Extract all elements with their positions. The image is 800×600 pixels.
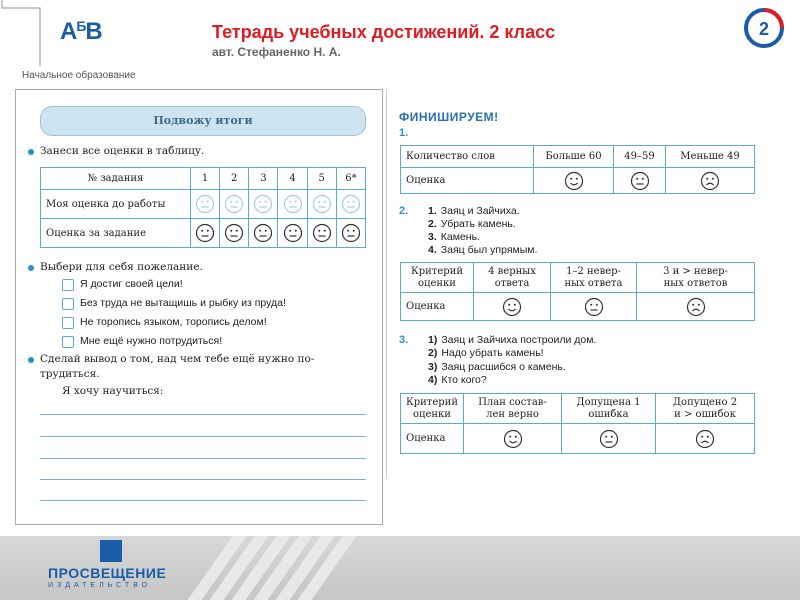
happy-face-icon: [474, 293, 551, 321]
bullet-icon: [28, 149, 34, 155]
scores-table: [40, 167, 366, 248]
task-1-table: [400, 145, 755, 194]
happy-face-icon: [464, 424, 562, 454]
page-title: Тетрадь учебных достижений. 2 класс: [212, 22, 556, 42]
sad-face-icon: [666, 168, 755, 194]
self-grade-cell-5[interactable]: [307, 190, 336, 219]
list-item: 2. Убрать камень.: [428, 218, 516, 230]
learn-prompt: Я хочу научиться:: [62, 385, 164, 397]
finish-title: ФИНИШИРУЕМ!: [399, 110, 499, 124]
criterion-3-plus-wrong: 3 и > невер- ных ответов: [637, 263, 755, 293]
list-item: 2) Надо убрать камень!: [428, 347, 544, 359]
task-grade-cell-4[interactable]: [278, 219, 307, 248]
word-count-header: Количество слов: [401, 146, 534, 168]
task-3-number: 3.: [399, 334, 409, 346]
bullet-icon: [28, 357, 34, 363]
task-col-6: 6*: [336, 168, 365, 190]
task-2-table: [400, 262, 755, 321]
criteria-header: Критерий оценки: [401, 263, 474, 293]
criterion-plan-correct: План состав- лен верно: [464, 394, 562, 424]
neutral-face-icon: [614, 168, 666, 194]
author-line: авт. Стефаненко Н. А.: [212, 45, 341, 59]
wish-text-4: Мне ещё нужно потрудиться!: [80, 335, 223, 347]
list-item: 1) Заяц и Зайчиха построили дом.: [428, 334, 597, 346]
grade-label: Оценка: [401, 168, 534, 194]
task-col-4: 4: [278, 168, 307, 190]
list-item: 4. Заяц был упрямым.: [428, 244, 538, 256]
self-grade-cell-4[interactable]: [278, 190, 307, 219]
criterion-4-correct: 4 верных ответа: [474, 263, 551, 293]
self-grade-cell-3[interactable]: [249, 190, 278, 219]
less-than-49-header: Меньше 49: [666, 146, 755, 168]
criterion-1-error: Допущена 1 ошибка: [562, 394, 656, 424]
corner-decoration: [0, 0, 60, 70]
happy-face-icon: [534, 168, 614, 194]
task-grade-cell-6[interactable]: [336, 219, 365, 248]
abv-logo: $А^БВ$: [60, 18, 102, 45]
instruction-fill-table: Занеси все оценки в таблицу.: [40, 145, 205, 157]
wish-checkbox-4[interactable]: [62, 336, 74, 348]
summary-banner: Подвожу итоги: [40, 106, 366, 136]
table-row: [401, 424, 755, 454]
self-grade-cell-6[interactable]: [336, 190, 365, 219]
wish-text-2: Без труда не вытащишь и рыбку из пруда!: [80, 297, 286, 309]
task-col-2: 2: [220, 168, 249, 190]
neutral-face-icon: [551, 293, 637, 321]
row-label-task: Оценка за задание: [41, 219, 191, 248]
list-item: 3. Камень.: [428, 231, 480, 243]
table-row: [41, 219, 366, 248]
task-number-header: № задания: [41, 168, 191, 190]
list-item: 4) Кто кого?: [428, 374, 487, 386]
task-col-3: 3: [249, 168, 278, 190]
list-item: 3) Заяц расшибся о камень.: [428, 361, 566, 373]
task-grade-cell-5[interactable]: [307, 219, 336, 248]
instruction-choose-wish: Выбери для себя пожелание.: [40, 261, 203, 273]
sad-face-icon: [637, 293, 755, 321]
header-subtitle: Начальное образование: [22, 70, 136, 81]
criterion-1-2-wrong: 1–2 невер- ных ответа: [551, 263, 637, 293]
criterion-2-plus-errors: Допущено 2 и > ошибок: [656, 394, 755, 424]
task-grade-cell-1[interactable]: [191, 219, 220, 248]
answer-line-4[interactable]: [40, 479, 366, 480]
wish-checkbox-2[interactable]: [62, 298, 74, 310]
answer-line-5[interactable]: [40, 500, 366, 501]
wish-text-3: Не торопись языком, торопись делом!: [80, 316, 267, 328]
instruction-conclusion-1: Сделай вывод о том, над чем тебе ещё нужно по-: [40, 353, 315, 365]
answer-line-2[interactable]: [40, 436, 366, 437]
self-grade-cell-2[interactable]: [220, 190, 249, 219]
task-col-5: 5: [307, 168, 336, 190]
task-1-number: 1.: [399, 127, 409, 139]
criteria-header: Критерий оценки: [401, 394, 464, 424]
answer-line-3[interactable]: [40, 458, 366, 459]
range-49-59-header: 49–59: [614, 146, 666, 168]
wish-checkbox-3[interactable]: [62, 317, 74, 329]
table-row: [41, 190, 366, 219]
grade-label: Оценка: [401, 424, 464, 454]
instruction-conclusion-2: трудиться.: [40, 368, 100, 380]
wish-checkbox-1[interactable]: [62, 279, 74, 291]
task-grade-cell-3[interactable]: [249, 219, 278, 248]
publisher-subtitle: ИЗДАТЕЛЬСТВО: [48, 582, 152, 589]
self-grade-cell-1[interactable]: [191, 190, 220, 219]
task-3-table: [400, 393, 755, 454]
prosveshchenie-logo-icon: [742, 6, 786, 50]
neutral-face-icon: [562, 424, 656, 454]
grade-label: Оценка: [401, 293, 474, 321]
publisher-emblem-icon: [100, 540, 122, 562]
publisher-name: ПРОСВЕЩЕНИЕ: [48, 565, 167, 581]
row-label-before: Моя оценка до работы: [41, 190, 191, 219]
more-than-60-header: Больше 60: [534, 146, 614, 168]
task-col-1: 1: [191, 168, 220, 190]
svg-text:2: 2: [758, 19, 770, 39]
task-2-number: 2.: [399, 205, 409, 217]
sad-face-icon: [656, 424, 755, 454]
list-item: 1. Заяц и Зайчиха.: [428, 205, 520, 217]
table-row: [401, 168, 755, 194]
wish-text-1: Я достиг своей цели!: [80, 278, 183, 290]
answer-line-1[interactable]: [40, 414, 366, 415]
task-grade-cell-2[interactable]: [220, 219, 249, 248]
bullet-icon: [28, 265, 34, 271]
table-row: [401, 293, 755, 321]
